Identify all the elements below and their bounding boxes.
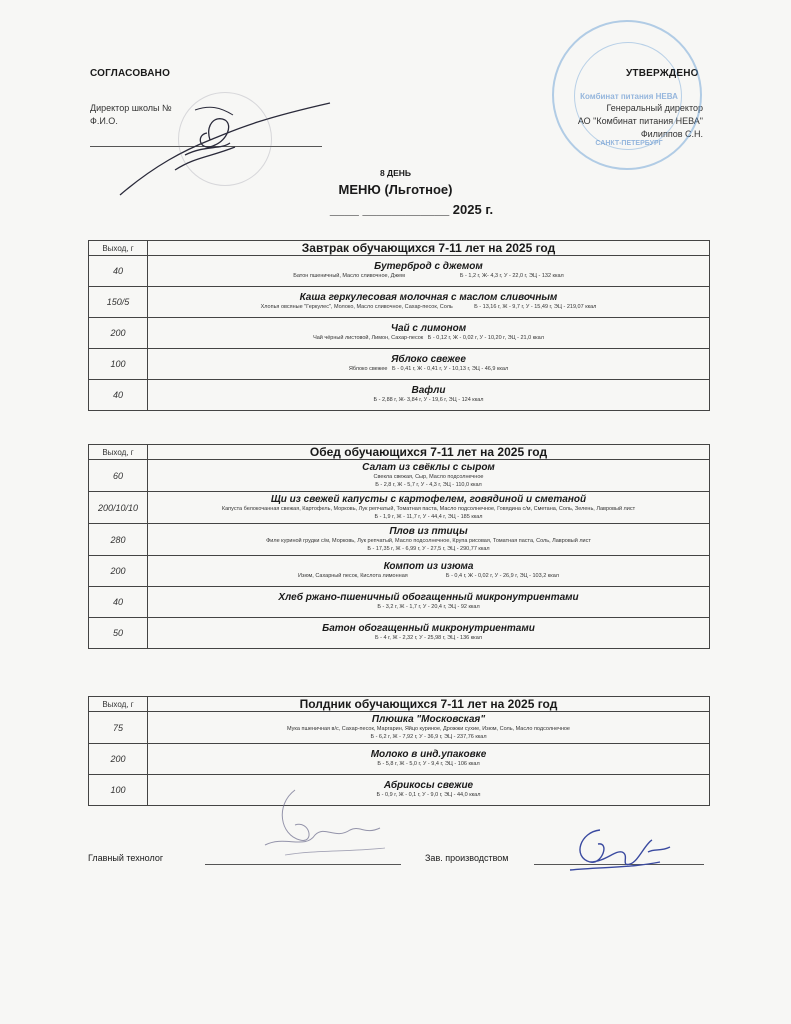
item-name: Молоко в инд.упаковке: [370, 749, 487, 761]
menu-item-row: [89, 556, 710, 587]
item-composition: Батон пшеничный, Масло сливочное, Джем Б - 1,2 г, Ж- 4,3 г, У - 22,0 г, ЭЦ - 132 ккал: [293, 273, 564, 280]
menu-item-row: [89, 618, 710, 649]
item-name: Плюшка "Московская": [371, 714, 486, 725]
menu-item-row: [89, 587, 710, 618]
approval-right-company: АО "Комбинат питания НЕВА": [577, 116, 703, 126]
item-yield: 40: [89, 380, 148, 411]
yield-column-header: Выход, г: [89, 241, 148, 256]
item-composition: Б - 3,2 г, Ж - 1,7 г, У - 20,4 г, ЭЦ - 92 ккал: [377, 604, 480, 611]
production-head-label: Зав. производством: [425, 853, 509, 863]
chief-technologist-label: Главный технолог: [88, 853, 164, 863]
yield-column-header: Выход, г: [89, 697, 148, 712]
menu-item-row: [89, 492, 710, 524]
menu-item-row: [89, 524, 710, 556]
menu-item-row: [89, 744, 710, 775]
item-composition: Изюм, Сахарный песок, Кислота лимонная Б - 0,4 г, Ж - 0,02 г, У - 26,9 г, ЭЦ - 103,2 ккал: [297, 573, 559, 580]
item-yield: 100: [89, 349, 148, 380]
item-yield: 200/10/10: [89, 492, 148, 524]
item-name: Яблоко свежее: [391, 354, 466, 366]
item-yield: 40: [89, 256, 148, 287]
item-yield: 60: [89, 460, 148, 492]
menu-item-row: [89, 712, 710, 744]
item-composition: Яблоко свежее Б - 0,41 г, Ж - 0,41 г, У - 10,13 г, ЭЦ - 46,9 ккал: [348, 366, 509, 373]
item-yield: 280: [89, 524, 148, 556]
item-composition: Мука пшеничная в/с, Сахар-песок, Маргарин, Яйцо куриное, Дрожжи сухие, Изюм, Соль, Масло подсолнечное: [287, 726, 570, 732]
item-nutrition: Б - 6,2 г, Ж - 7,92 г, У - 36,9 г, ЭЦ - 237,76 ккал: [370, 733, 487, 740]
item-name: Чай с лимоном: [390, 323, 467, 335]
item-yield: 150/5: [89, 287, 148, 318]
section-title: Обед обучающихся 7-11 лет на 2025 год: [148, 445, 710, 460]
item-yield: 75: [89, 712, 148, 744]
yield-column-header: Выход, г: [89, 445, 148, 460]
item-name: Плов из птицы: [389, 526, 468, 537]
approval-right-position: Генеральный директор: [606, 103, 703, 113]
section-title: Полдник обучающихся 7-11 лет на 2025 год: [148, 697, 710, 712]
approval-right-name: Филиппов С.Н.: [640, 129, 703, 139]
menu-section-table: [88, 696, 710, 806]
item-name: Каша геркулесовая молочная с маслом сливочным: [299, 292, 558, 304]
item-composition: Б - 4 г, Ж - 2,32 г, У - 25,98 г, ЭЦ - 136 ккал: [375, 635, 482, 642]
menu-title: МЕНЮ (Льготное): [338, 182, 453, 197]
menu-item-row: [89, 349, 710, 380]
item-composition: Чай чёрный листовой, Лимон, Сахар-песок Б - 0,12 г, Ж - 0,02 г, У - 10,20 г, ЭЦ - 21,0 ккал: [313, 335, 544, 342]
approval-left-name: Ф.И.О.: [90, 116, 118, 126]
item-name: Компот из изюма: [383, 561, 474, 573]
item-yield: 100: [89, 775, 148, 806]
item-yield: 200: [89, 318, 148, 349]
item-yield: 40: [89, 587, 148, 618]
item-yield: 50: [89, 618, 148, 649]
item-nutrition: Б - 1,9 г, Ж - 11,7 г, У - 44,4 г, ЭЦ - 185 ккал: [374, 513, 483, 520]
menu-item-row: [89, 460, 710, 492]
item-composition: Б - 5,8 г, Ж - 5,0 г, У - 9,4 г, ЭЦ - 106 ккал: [377, 761, 480, 768]
menu-section-table: [88, 240, 710, 411]
approval-left-director: Директор школы №: [90, 103, 172, 113]
item-composition: Капуста белокочанная свежая, Картофель, Морковь, Лук репчатый, Томатная паста, Масло подсолнечное, Говядина с/м, Сметана, Соль, Зелень, Лавровый лист: [221, 506, 636, 512]
menu-item-row: [89, 775, 710, 806]
menu-date: ____ ____________ 2025 г.: [329, 202, 494, 217]
item-name: Бутерброд с джемом: [374, 261, 483, 273]
technologist-signature: [255, 780, 395, 870]
menu-item-row: [89, 256, 710, 287]
item-nutrition: Б - 2,8 г, Ж - 5,7 г, У - 4,3 г, ЭЦ - 110,0 ккал: [375, 481, 482, 488]
item-name: Батон обогащенный микронутриентами: [322, 623, 535, 635]
production-head-signature: [560, 822, 680, 882]
company-stamp: Комбинат питания НЕВА САНКТ-ПЕТЕРБУРГ: [552, 20, 702, 170]
item-composition: Филе куриной грудки с/м, Морковь, Лук репчатый, Масло подсолнечное, Крупа рисовая, Томатная паста, Соль, Лавровый лист: [266, 538, 591, 544]
menu-item-row: [89, 318, 710, 349]
item-name: Щи из свежей капусты с картофелем, говядиной и сметаной: [270, 494, 587, 505]
item-nutrition: Б - 17,35 г, Ж - 6,99 г, У - 27,5 г, ЭЦ - 290,77 ккал: [367, 545, 490, 552]
item-name: Абрикосы свежие: [383, 780, 474, 792]
item-name: Салат из свёклы с сыром: [362, 462, 495, 473]
section-title: Завтрак обучающихся 7-11 лет на 2025 год: [148, 241, 710, 256]
menu-day: 8 ДЕНЬ: [379, 168, 412, 178]
menu-item-row: [89, 380, 710, 411]
item-yield: 200: [89, 556, 148, 587]
item-composition: Б - 2,88 г, Ж- 3,84 г, У - 19,6 г, ЭЦ - 124 ккал: [373, 397, 484, 404]
item-name: Хлеб ржано-пшеничный обогащенный микронутриентами: [278, 592, 579, 604]
item-name: Вафли: [411, 385, 446, 397]
item-composition: Б - 0,9 г, Ж - 0,1 г, У - 9,0 г, ЭЦ - 44,0 ккал: [376, 792, 481, 799]
menu-item-row: [89, 287, 710, 318]
item-yield: 200: [89, 744, 148, 775]
item-composition: Свекла свежая, Сыр, Масло подсолнечное: [373, 474, 484, 480]
approval-right-title: УТВЕРЖДЕНО: [626, 68, 699, 79]
menu-section-table: [88, 444, 710, 649]
approval-left-title: СОГЛАСОВАНО: [90, 68, 171, 79]
item-composition: Хлопья овсяные "Геркулес", Молоко, Масло сливочное, Сахар-песок, Соль Б - 13,16 г, Ж - 9,7 г, У - 15,49 г, ЭЦ - 219,07 ккал: [260, 304, 597, 311]
